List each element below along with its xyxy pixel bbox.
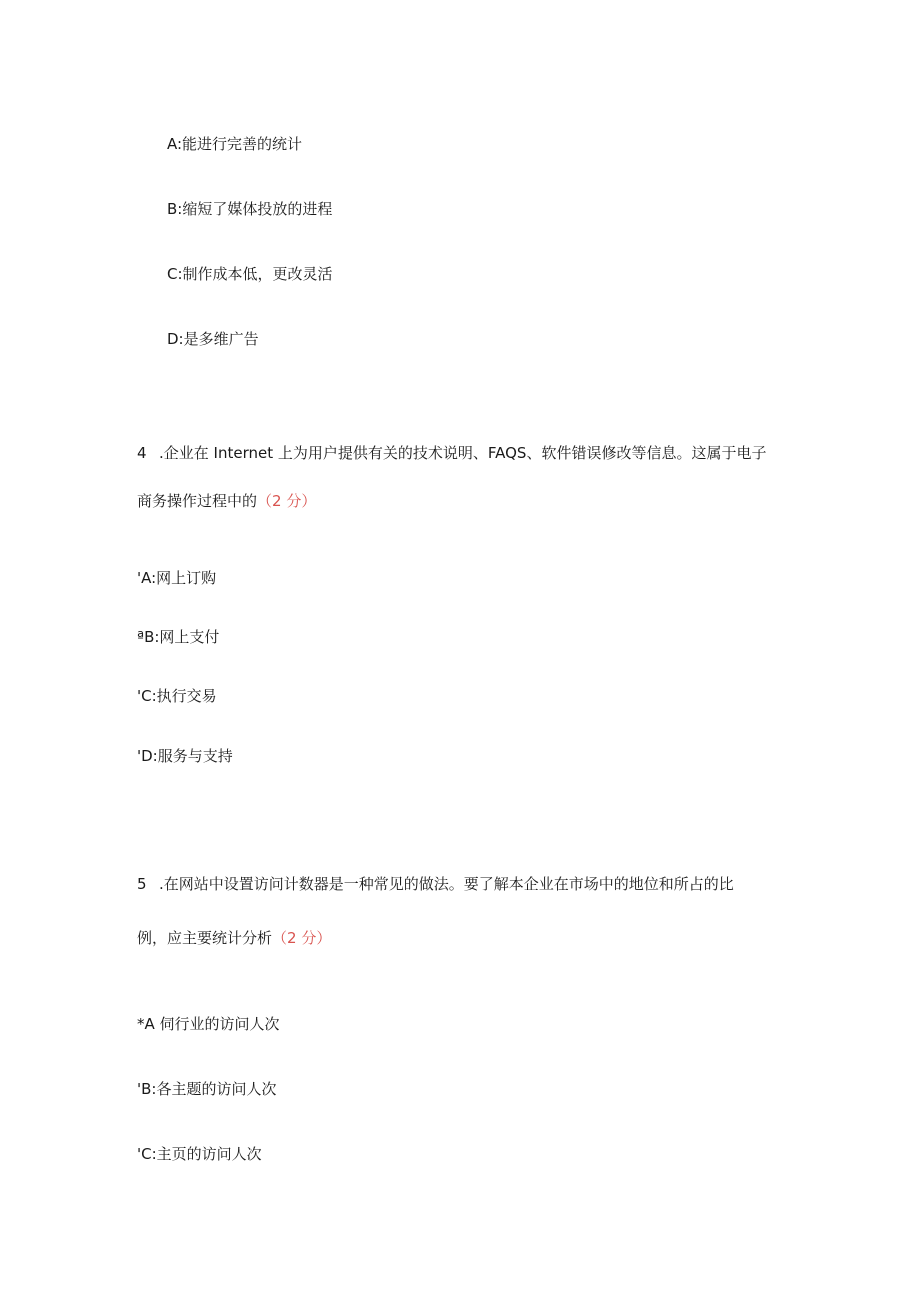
q4-option-b[interactable]: ªB:网上支付 (137, 628, 220, 646)
q5-option-b[interactable]: 'B:各主题的访问人次 (137, 1080, 277, 1098)
q4-option-c[interactable]: 'C:执行交易 (137, 687, 217, 705)
q4-stem-line2 (137, 491, 316, 511)
q5-number: 5 (137, 875, 147, 893)
q4-score: （2 分） (257, 492, 317, 510)
q4-text-line2: 商务操作过程中的 (137, 492, 258, 510)
q4-option-d[interactable]: 'D:服务与支持 (137, 747, 233, 765)
q5-option-c[interactable]: 'C:主页的访问人次 (137, 1145, 262, 1163)
q5-stem-line2 (137, 928, 331, 948)
q3-option-c[interactable]: C:制作成本低，更改灵活 (167, 265, 333, 283)
q5-text-line1: .在网站中设置访问计数器是一种常见的做法。要了解本企业在市场中的地位和所占的比 (159, 875, 734, 893)
q5-score: （2 分） (272, 929, 332, 947)
q4-text-line1: .企业在 Internet 上为用户提供有关的技术说明、FAQS、软件错误修改等信息。这属于电子 (159, 444, 767, 462)
q3-option-a[interactable]: A:能进行完善的统计 (167, 135, 303, 153)
q5-stem-line1 (137, 874, 734, 894)
q4-option-a[interactable]: 'A:网上订购 (137, 569, 217, 587)
q5-option-a[interactable]: *A 伺行业的访问人次 (137, 1015, 280, 1033)
q4-number: 4 (137, 444, 147, 462)
q4-stem-line1 (137, 443, 766, 463)
q5-text-line2: 例，应主要统计分析 (137, 929, 273, 947)
q3-option-b[interactable]: B:缩短了媒体投放的进程 (167, 200, 333, 218)
q3-option-d[interactable]: D:是多维广告 (167, 330, 259, 348)
